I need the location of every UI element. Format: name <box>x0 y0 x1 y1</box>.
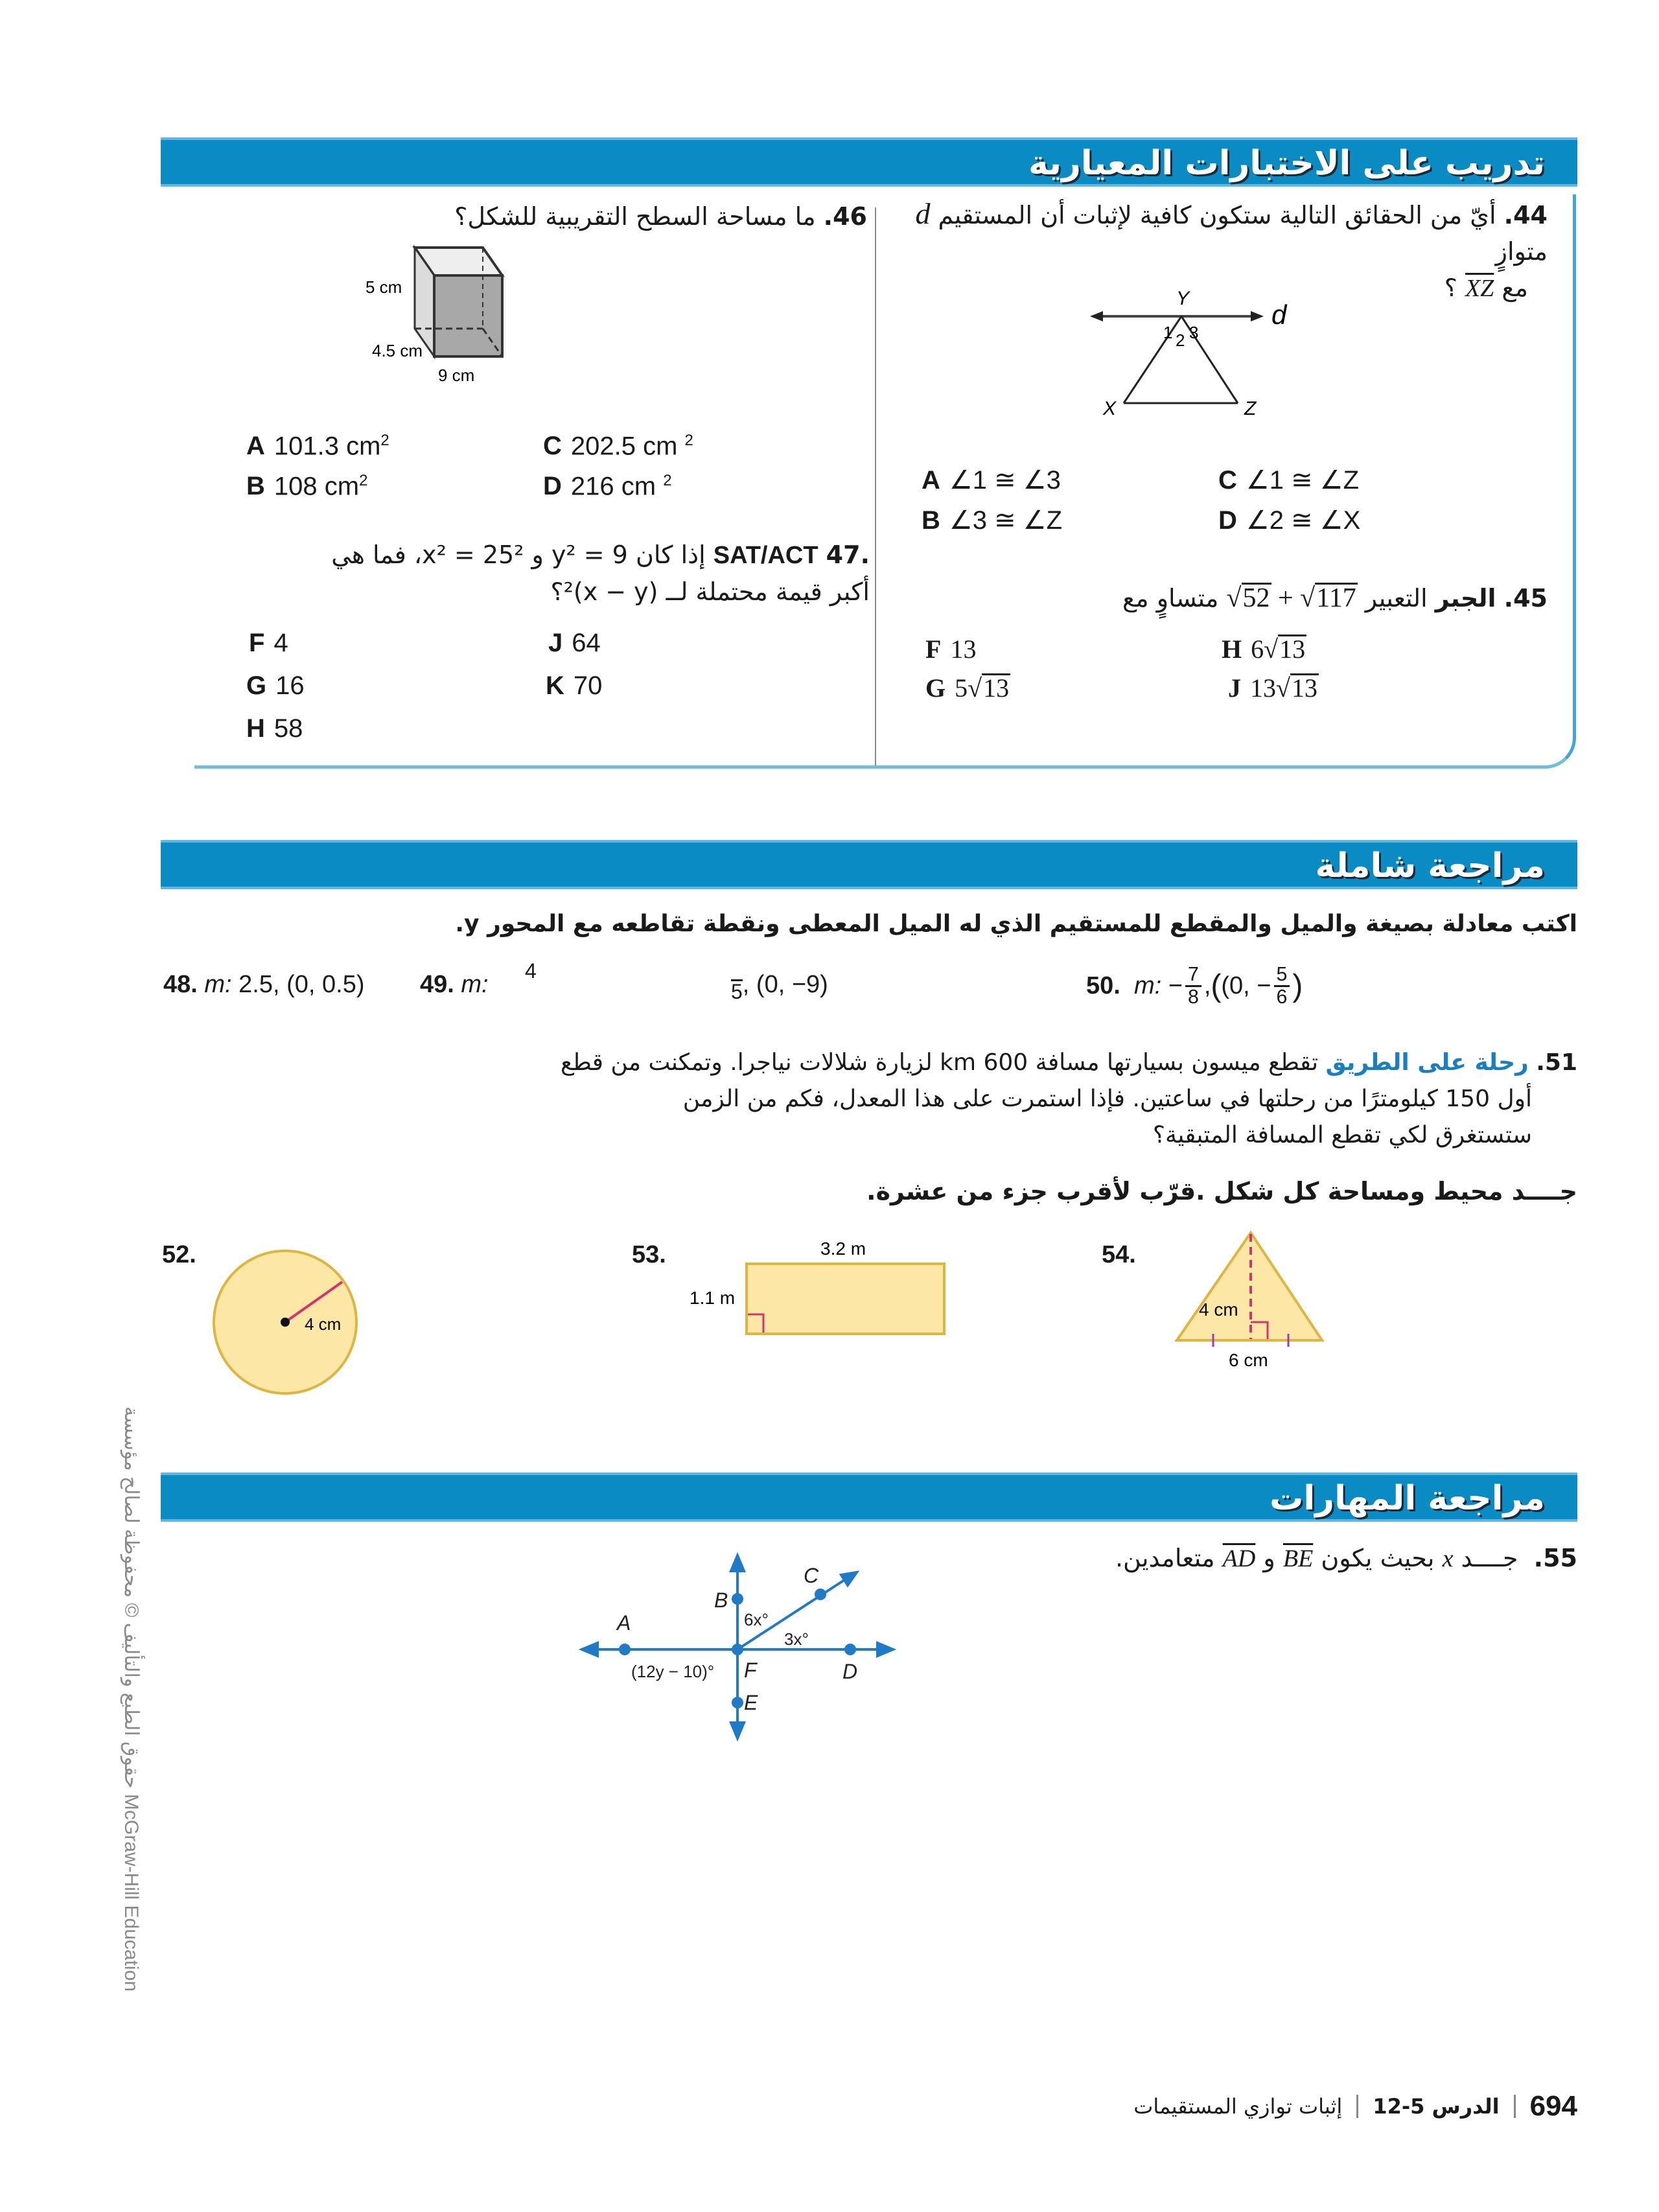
triangle-figure <box>1160 1225 1341 1374</box>
svg-text:3x°: 3x° <box>784 1629 809 1649</box>
triangle-parallel-figure <box>1089 285 1296 421</box>
question-51: 51. رحلة على الطريق تقطع ميسون بسيارتها مسافة 600 km لزيارة شلالات نياجرا. وتمكنت من قطع أول 150 كيلومترًا من رحلتها في ساعتين. فإذا استمرت على هذا المعدل، فكم من الزمن ستستغرق لكي تقطع المسافة المتبقية؟ <box>561 1049 1577 1148</box>
svg-text:D: D <box>842 1660 858 1683</box>
question-46: 46. ما مساحة السطح التقريبية للشكل؟ <box>454 202 867 231</box>
q46-option-b[interactable]: B 108 $cm^2$ <box>246 472 368 501</box>
svg-text:(12y − 10)°: (12y − 10)° <box>631 1662 715 1681</box>
q44-option-d[interactable]: D ∠2 ≅ ∠X <box>1218 506 1361 535</box>
svg-text:C: C <box>804 1564 819 1587</box>
svg-text:F: F <box>744 1659 757 1682</box>
svg-text:2: 2 <box>1176 331 1185 350</box>
svg-text:E: E <box>744 1691 758 1714</box>
question-45: 45. الجبر التعبير √52 + √117 متساوٍ مع <box>1122 583 1548 613</box>
q52-number: 52. <box>162 1241 196 1268</box>
section-title: تدريب على الاختبارات المعيارية <box>1028 144 1545 183</box>
q49-slope-point: 5, (0, −9) <box>731 971 828 1003</box>
question-55: 55. جــــد x بحيث يكون BE و AD متعامدين. <box>1115 1544 1577 1572</box>
q54-number: 54. <box>1102 1241 1136 1268</box>
q44-option-a[interactable]: A ∠1 ≅ ∠3 <box>922 466 1061 495</box>
svg-text:5 cm: 5 cm <box>365 277 402 297</box>
svg-text:4.5 cm: 4.5 cm <box>372 341 423 360</box>
q49-frac-num: 4 <box>525 959 537 983</box>
q45-option-j[interactable]: J 13√13 <box>1228 673 1317 703</box>
svg-text:4 cm: 4 cm <box>1199 1299 1238 1320</box>
page-number: 694 <box>1529 2090 1577 2122</box>
q47-option-j[interactable]: J 64 <box>548 629 601 657</box>
rectangle-figure <box>680 1231 953 1348</box>
section-header-standardized-test <box>161 137 1577 187</box>
section-title: مراجعة المهارات <box>1270 1479 1545 1518</box>
svg-text:3: 3 <box>1189 323 1199 342</box>
rectangular-prism-figure <box>350 240 635 395</box>
q45-option-f[interactable]: F 13 <box>925 634 977 664</box>
footer-divider <box>1356 2095 1358 2118</box>
svg-text:9 cm: 9 cm <box>438 366 475 385</box>
svg-text:6x°: 6x° <box>744 1610 769 1629</box>
q45-option-h[interactable]: H 6√13 <box>1222 634 1306 664</box>
instruction-perimeter-area: جــــد محيط ومساحة كل شكل .قرّب لأقرب جزء من عشرة. <box>866 1177 1577 1205</box>
q47-option-h[interactable]: H 58 <box>246 714 303 743</box>
page-footer <box>1133 2090 1577 2123</box>
instruction-slope-intercept: اكتب معادلة بصيغة والميل والمقطع للمستقيم الذي له الميل المعطى ونقطة تقاطعه مع المحور y. <box>455 911 1577 937</box>
section-header-skills-review <box>161 1473 1577 1522</box>
q44-option-c[interactable]: C ∠1 ≅ ∠Z <box>1218 466 1360 495</box>
q44-option-b[interactable]: B ∠3 ≅ ∠Z <box>922 506 1063 535</box>
q46-option-a[interactable]: A 101.3 $cm^2$ <box>246 432 389 461</box>
section-header-spiral-review <box>161 840 1577 889</box>
svg-text:d: d <box>1271 299 1287 330</box>
lesson-title: إثبات توازي المستقيمات <box>1133 2094 1343 2119</box>
question-50: 50. m: − $\frac{7}{8}$ , ( (0, − $\frac{5}{6}$ ) <box>1086 963 1303 1008</box>
q47-option-g[interactable]: G 16 <box>246 671 305 700</box>
svg-text:Y: Y <box>1176 288 1190 309</box>
question-44: 44. أيّ من الحقائق التالية ستكون كافية لإثبات أن المستقيم d متوازٍ مع XZ ؟ <box>915 197 1548 302</box>
circle-figure <box>207 1244 363 1400</box>
q47-option-k[interactable]: K 70 <box>546 671 603 700</box>
svg-text:Z: Z <box>1244 398 1257 419</box>
q47-option-f[interactable]: F 4 <box>249 629 288 657</box>
section-title: مراجعة شاملة <box>1315 846 1545 885</box>
svg-text:6 cm: 6 cm <box>1229 1350 1268 1370</box>
svg-text:1: 1 <box>1163 323 1173 342</box>
svg-text:3.2 m: 3.2 m <box>820 1239 866 1259</box>
q46-option-d[interactable]: D 216 cm $^2$ <box>543 472 672 501</box>
lesson-label: الدرس 5-12 <box>1373 2094 1500 2119</box>
svg-text:B: B <box>714 1589 728 1612</box>
perpendicular-lines-figure <box>570 1549 907 1743</box>
q46-option-c[interactable]: C 202.5 cm $^2$ <box>543 432 693 461</box>
svg-text:1.1 m: 1.1 m <box>690 1288 736 1308</box>
svg-text:A: A <box>617 1611 631 1635</box>
q45-option-g[interactable]: G 5√13 <box>925 673 1010 703</box>
svg-text:X: X <box>1103 398 1117 419</box>
footer-divider <box>1514 2095 1516 2118</box>
question-48: 48. m: 2.5, (0, 0.5) <box>163 971 365 998</box>
question-47: .47 SAT/ACT إذا كان 9 = y² و 25² = x²، فما هي أكبر قيمة محتملة لــ (x − y)²؟ <box>331 541 870 606</box>
question-49: 49. m: <box>420 971 489 998</box>
copyright-sidebar: حقوق الطبع والتأليف © محفوظة لصالح مؤسسة McGraw-Hill Education <box>121 1406 142 1992</box>
q53-number: 53. <box>632 1241 666 1268</box>
svg-text:4 cm: 4 cm <box>305 1314 342 1334</box>
